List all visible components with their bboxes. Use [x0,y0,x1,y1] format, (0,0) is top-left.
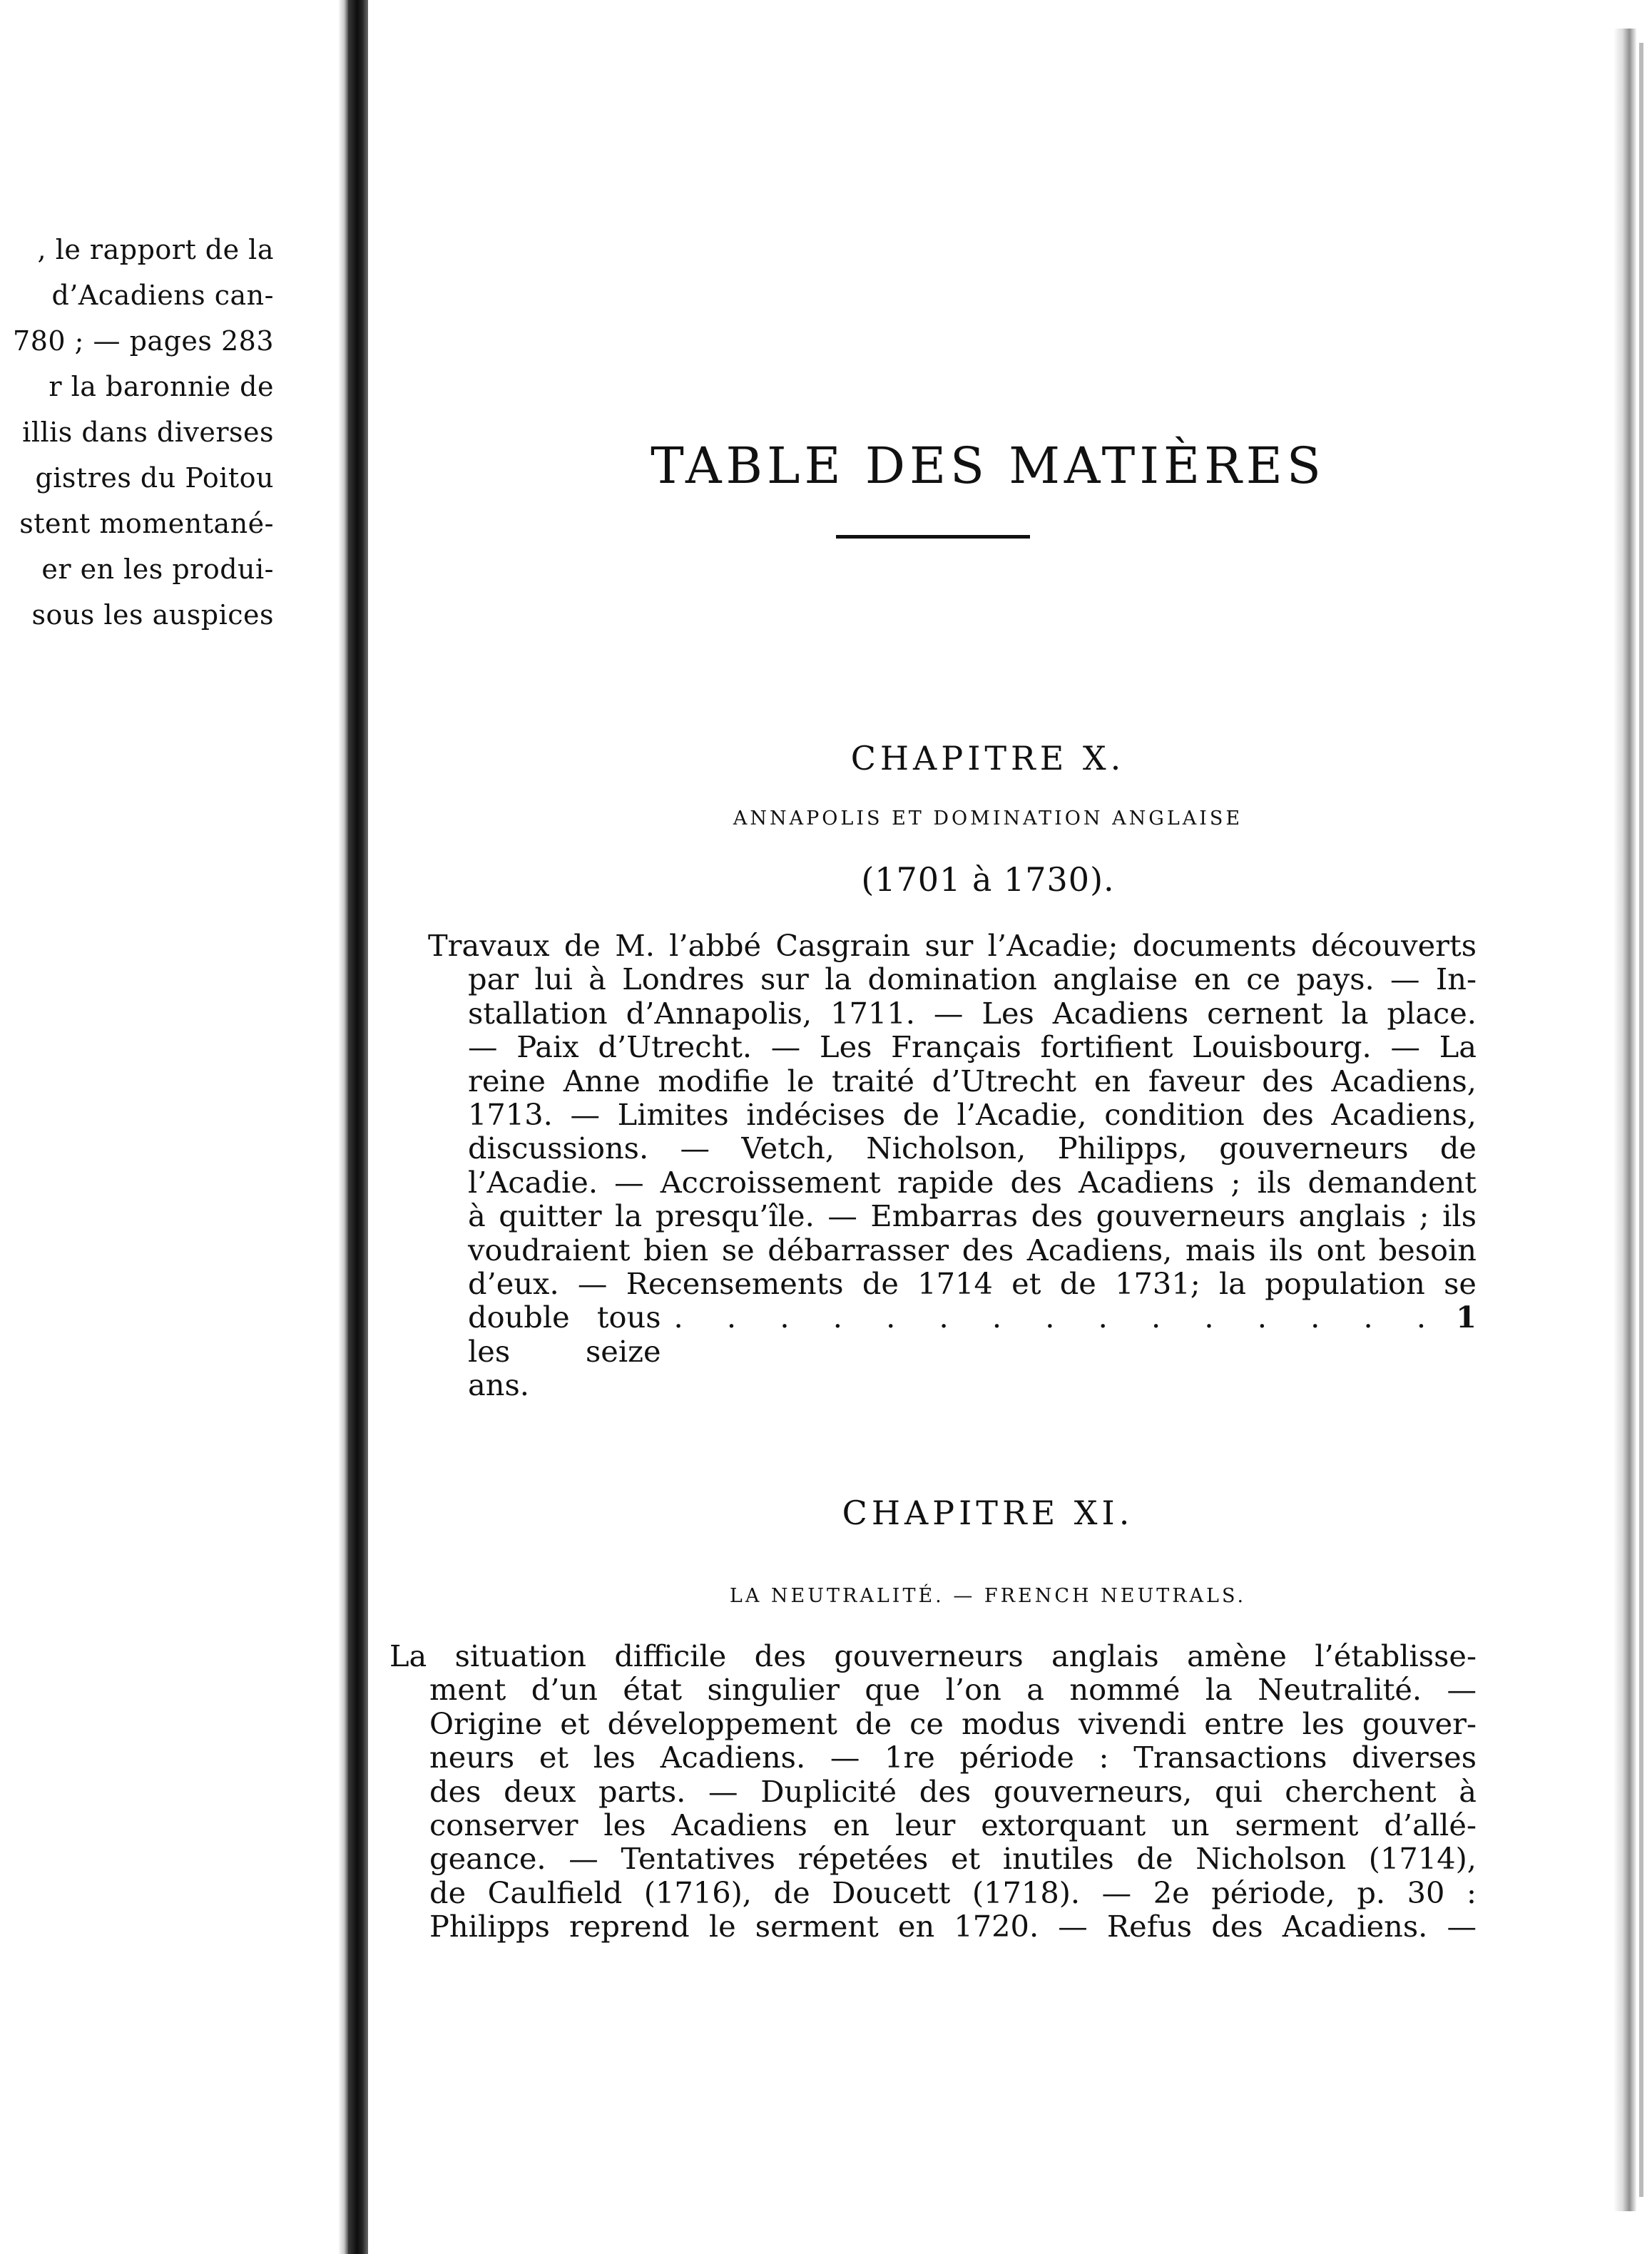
left-line: 780 ; — pages 283 [13,325,274,357]
page-title: TABLE DES MATIÈRES [651,437,1325,495]
summary-line: stallation d’Annapolis, 1711. — Les Acadiens cernent la place. [468,995,1477,1031]
summary-line: discussions. — Vetch, Nicholson, Philipps, gouverneurs de [468,1131,1477,1166]
summary-line: à quitter la presqu’île. — Embarras des gouverneurs anglais ; ils [468,1198,1477,1234]
summary-line: double tous les seize ans. [468,1300,661,1403]
left-line: r la baronnie de [49,371,274,402]
summary-line: de Caulfield (1716), de Doucett (1718). — 2e période, p. 30 : [429,1875,1477,1910]
left-page-text [0,227,274,638]
summary-line: conserver les Acadiens en leur extorquant un serment d’allé- [429,1807,1477,1843]
book-spine [348,0,368,2254]
chapter-10-dates: (1701 à 1730). [861,860,1115,899]
summary-last-line [428,1300,1477,1402]
summary-line: Travaux de M. l’abbé Casgrain sur l’Acadie; documents découverts [428,928,1477,963]
page-number: 1 [1456,1300,1477,1335]
gutter-shadow [338,0,348,2254]
chapter-11-heading: CHAPITRE XI. [842,1494,1134,1532]
left-line: stent momentané- [19,508,274,539]
left-line: er en les produi- [41,554,274,585]
left-line: , le rapport de la [37,234,274,265]
summary-line: geance. — Tentatives répetées et inutiles de Nicholson (1714), [429,1841,1477,1877]
right-page [368,29,1608,2225]
chapter-10-heading: CHAPITRE X. [850,739,1126,777]
summary-line: ment d’un état singulier que l’on a nommé la Neutralité. — [429,1672,1477,1708]
page-edge-shadow [1639,43,1643,2197]
summary-line: — Paix d’Utrecht. — Les Français fortifient Louisbourg. — La [468,1029,1477,1065]
left-line: gistres du Poitou [35,462,274,494]
title-rule [836,535,1030,539]
left-page-fragment [0,0,348,2254]
chapter-11-subtitle: LA NEUTRALITÉ. — FRENCH NEUTRALS. [729,1585,1247,1607]
summary-line: l’Acadie. — Accroissement rapide des Acadiens ; ils demandent [468,1164,1477,1200]
left-line: sous les auspices [31,599,274,631]
summary-line: voudraient bien se débarrasser des Acadiens, mais ils ont besoin [468,1232,1477,1268]
dot-leader: . . . . . . . . . . . . . . . [673,1300,1444,1335]
left-line: d’Acadiens can- [51,280,274,311]
summary-line: reine Anne modifie le traité d’Utrecht en faveur des Acadiens, [468,1063,1477,1098]
summary-line: Philipps reprend le serment en 1720. — Refus des Acadiens. — [429,1909,1477,1944]
chapter-10-subtitle: ANNAPOLIS ET DOMINATION ANGLAISE [733,807,1243,830]
summary-line: Origine et développement de ce modus vivendi entre les gouver- [429,1705,1477,1741]
left-line: illis dans diverses [22,417,274,448]
chapter-10-summary [428,929,1477,1402]
summary-line: des deux parts. — Duplicité des gouverneurs, qui cherchent à [429,1773,1477,1809]
page-edge [1613,29,1636,2211]
summary-line: 1713. — Limites indécises de l’Acadie, condition des Acadiens, [468,1097,1477,1133]
chapter-11-summary [389,1639,1477,1944]
summary-line: neurs et les Acadiens. — 1re période : Transactions diverses [429,1740,1477,1775]
summary-line: La situation difficile des gouverneurs anglais amène l’établisse- [389,1638,1477,1673]
summary-line: par lui à Londres sur la domination anglaise en ce pays. — In- [468,962,1477,997]
summary-line: d’eux. — Recensements de 1714 et de 1731; la population se [468,1266,1477,1302]
